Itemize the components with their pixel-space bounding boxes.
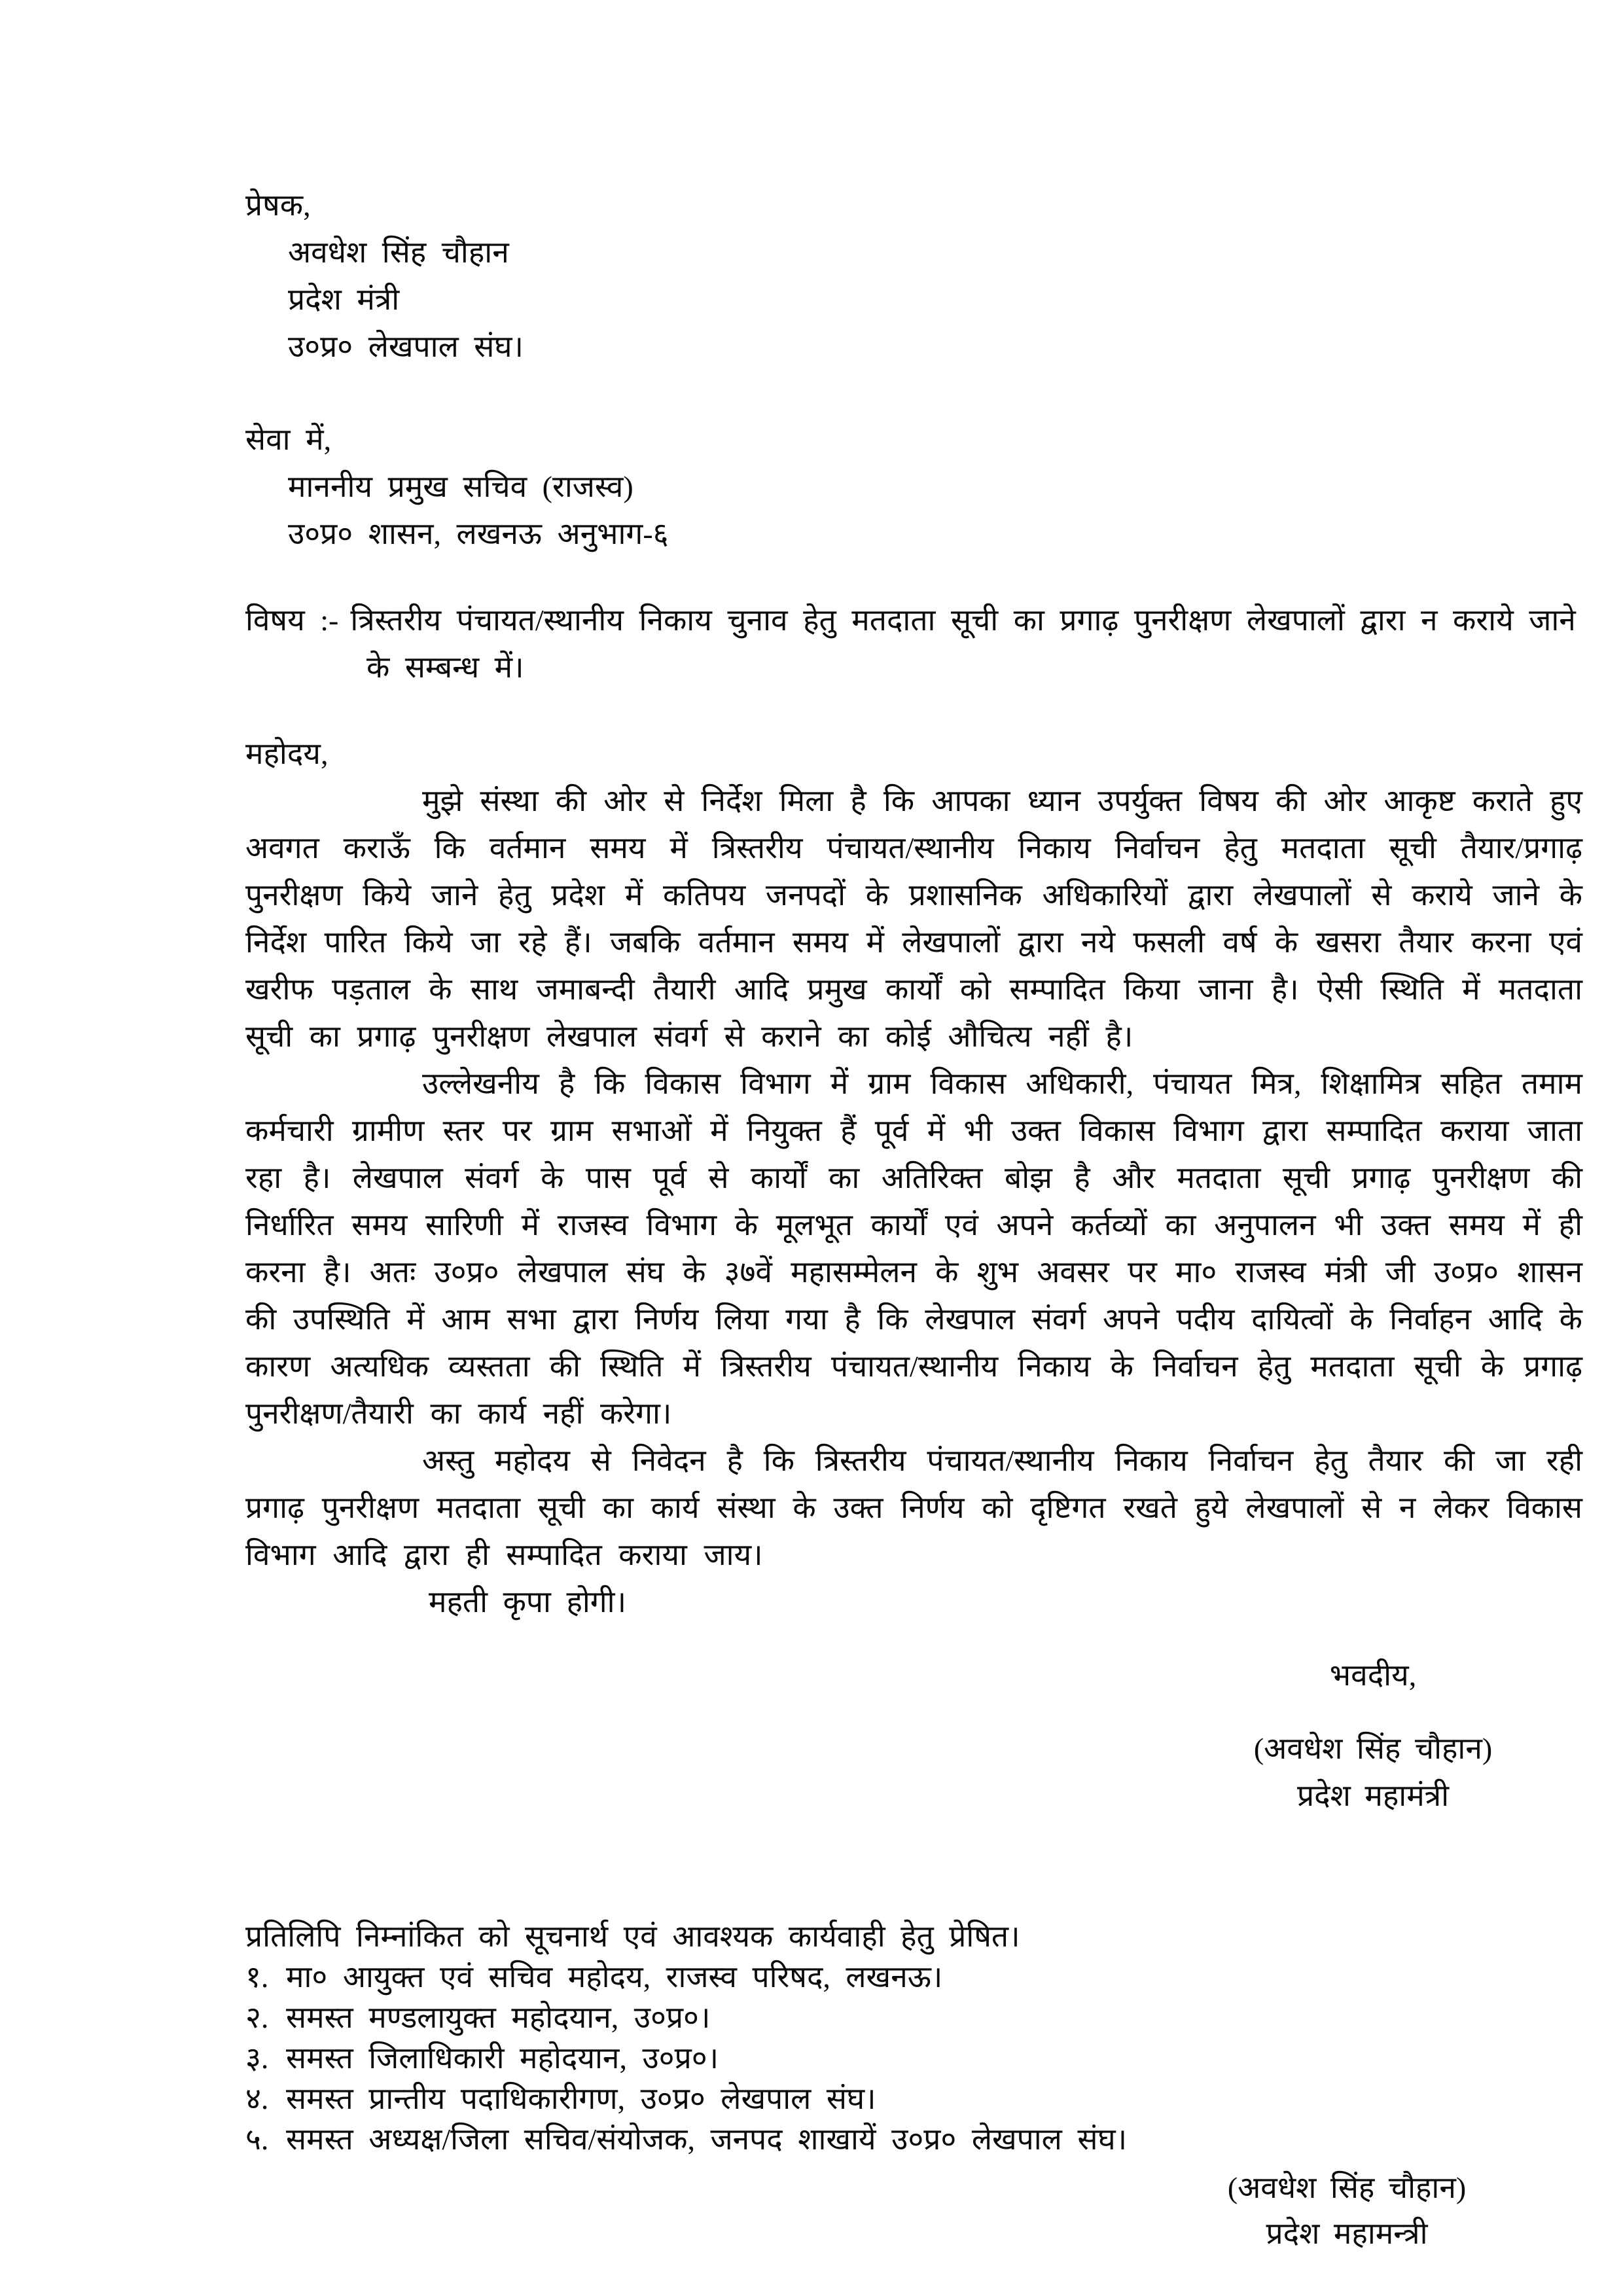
signature-name: (अवधेश सिंह चौहान) (1253, 1732, 1493, 1765)
recipient-label: सेवा में, (245, 423, 332, 456)
recipient-address: उ०प्र० शासन, लखनऊ अनुभाग-६ (288, 517, 669, 550)
signature-block-bottom (1190, 2165, 1504, 2257)
body-paragraph-3: अस्तु महोदय से निवेदन है कि त्रिस्तरीय पंचायत/स्थानीय निकाय निर्वाचन हेतु तैयार की जा रही प्रगाढ़ पुनरीक्षण मतदाता सूची का कार्य संस्था के उक्त निर्णय को दृष्टिगत रखते हुये लेखपालों से न लेकर विकास विभाग आदि द्वारा ही सम्पादित कराया जाय। (245, 1444, 1582, 1571)
sender-details (245, 229, 1582, 370)
cc-item-number: २. (245, 2001, 269, 2034)
cc-item-text: मा० आयुक्त एवं सचिव महोदय, राजस्व परिषद, लखनऊ। (286, 1960, 943, 1994)
recipient-name: माननीय प्रमुख सचिव (राजस्व) (288, 470, 633, 503)
closing-request: महती कृपा होगी। (429, 1585, 627, 1619)
cc-item-number: ३. (245, 2041, 269, 2075)
body-paragraph-1: मुझे संस्था की ओर से निर्देश मिला है कि आपका ध्यान उपर्युक्त विषय की ओर आकृष्ट कराते हुए अवगत कराऊँ कि वर्तमान समय में त्रिस्तरीय पंचायत/स्थानीय निकाय निर्वाचन हेतु मतदाता सूची तैयार/प्रगाढ़ पुनरीक्षण किये जाने हेतु प्रदेश में कतिपय जनपदों के प्रशासनिक अधिकारियों द्वारा लेखपालों से कराये जाने के निर्देश पारित किये जा रहे हैं। जबकि वर्तमान समय में लेखपालों द्वारा नये फसली वर्ष के खसरा तैयार करना एवं खरीफ पड़ताल के साथ जमाबन्दी तैयारी आदि प्रमुख कार्यों को सम्पादित किया जाना है। ऐसी स्थिति में मतदाता सूची का प्रगाढ़ पुनरीक्षण लेखपाल संवर्ग से कराने का कोई औचित्य नहीं है। (245, 784, 1582, 1053)
cc-item-text: समस्त मण्डलायुक्त महोदयान, उ०प्र०। (286, 2001, 711, 2034)
salutation: महोदय, (245, 737, 329, 770)
sender-designation: प्रदेश मंत्री (288, 283, 400, 316)
body-paragraph-2: उल्लेखनीय है कि विकास विभाग में ग्राम विकास अधिकारी, पंचायत मित्र, शिक्षामित्र सहित तमाम कर्मचारी ग्रामीण स्तर पर ग्राम सभाओं में नियुक्त हैं पूर्व में भी उक्त विकास विभाग द्वारा सम्पादित कराया जाता रहा है। लेखपाल संवर्ग के पास पूर्व से कार्यों का अतिरिक्त बोझ है और मतदाता सूची प्रगाढ़ पुनरीक्षण की निर्धारित समय सारिणी में राजस्व विभाग के मूलभूत कार्यों एवं अपने कर्तव्यों का अनुपालन भी उक्त समय में ही करना है। अतः उ०प्र० लेखपाल संघ के ३७वें महासम्मेलन के शुभ अवसर पर मा० राजस्व मंत्री जी उ०प्र० शासन की उपस्थिति में आम सभा द्वारा निर्णय लिया गया है कि लेखपाल संवर्ग अपने पदीय दायित्वों के निर्वाहन आदि के कारण अत्यधिक व्यस्तता की स्थिति में त्रिस्तरीय पंचायत/स्थानीय निकाय के निर्वाचन हेतु मतदाता सूची के प्रगाढ़ पुनरीक्षण/तैयारी का कार्य नहीं करेगा। (245, 1067, 1582, 1430)
subject-line (245, 597, 1582, 691)
cc-item (245, 2079, 1582, 2119)
cc-item-text: समस्त जिलाधिकारी महोदयान, उ०प्र०। (286, 2041, 719, 2075)
subject-text: त्रिस्तरीय पंचायत/स्थानीय निकाय चुनाव हेतु मतदाता सूची का प्रगाढ़ पुनरीक्षण लेखपालों द्वारा न कराये जाने के सम्बन्ध में। (350, 603, 1576, 684)
cc-item (245, 1957, 1582, 1998)
sender-name: अवधेश सिंह चौहान (288, 236, 509, 269)
cc-item-number: १. (245, 1960, 269, 1994)
signature-designation: प्रदेश महामंत्री (1296, 1779, 1450, 1812)
cc-item-number: ५. (245, 2123, 269, 2156)
cc-item (245, 1998, 1582, 2038)
cc-item-text: समस्त अध्यक्ष/जिला सचिव/संयोजक, जनपद शाखायें उ०प्र० लेखपाल संघ। (286, 2123, 1128, 2156)
cc-item-number: ४. (245, 2082, 269, 2115)
signature-bottom-designation: प्रदेश महामन्त्री (1266, 2217, 1428, 2250)
cc-heading: प्रतिलिपि निम्नांकित को सूचनार्थ एवं आवश्यक कार्यवाही हेतु प्रेषित। (245, 1920, 1020, 1953)
sender-label: प्रेषक, (245, 188, 311, 222)
cc-item-text: समस्त प्रान्तीय पदाधिकारीगण, उ०प्र० लेखपाल संघ। (286, 2082, 876, 2115)
recipient-details (245, 463, 1582, 558)
cc-block (245, 1916, 1582, 2160)
sender-organization: उ०प्र० लेखपाल संघ। (288, 330, 524, 363)
recipient-block (245, 416, 1582, 558)
sender-block (245, 182, 1582, 370)
cc-item (245, 2038, 1582, 2079)
signature-block (1216, 1652, 1530, 1820)
signature-regards: भवदीय, (1329, 1659, 1417, 1692)
signature-bottom-name: (अवधेश सिंह चौहान) (1227, 2171, 1467, 2204)
subject-label: विषय :- (245, 603, 339, 637)
cc-item (245, 2119, 1582, 2160)
